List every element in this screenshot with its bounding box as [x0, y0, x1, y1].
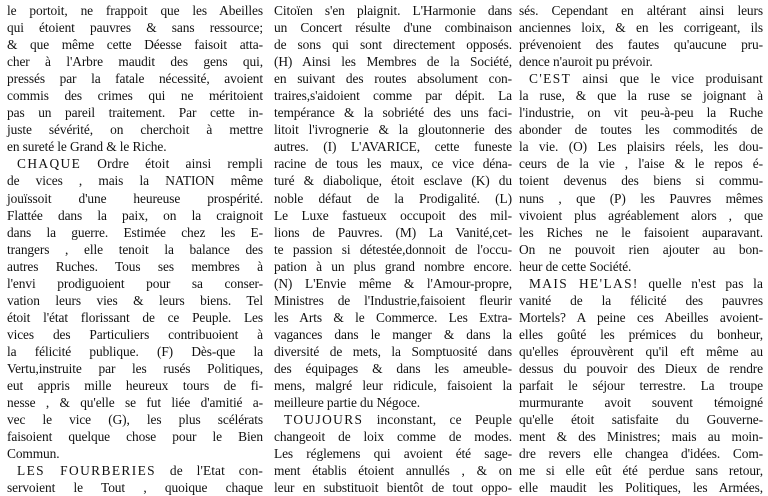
text-line: Vertu,instruite par les rusés Politiques, — [7, 360, 263, 376]
text-line: & que même cette Déesse faisoit atta- — [7, 37, 263, 53]
text-line: de sons qui sont directement opposés. — [274, 37, 512, 53]
text-line: la vie. (O) Les plaisirs réels, les dou- — [519, 139, 763, 155]
paragraph-lead-word: C'EST — [529, 71, 572, 87]
text-line: ment établis étoient annullés , & on — [274, 463, 512, 479]
text-line: sés. Cependant en altérant ainsi leurs — [519, 3, 763, 18]
text-line: vices des Particuliers contribuoient à — [7, 326, 263, 342]
text-line: diversité de mets, la Somptuosité dans — [274, 343, 512, 359]
text-column-right — [519, 2, 763, 496]
text-line: meilleure partie du Négoce. — [274, 395, 421, 411]
text-line: les Arts & le Commerce. Les Extra- — [274, 309, 512, 325]
text-line: ment & des Ministres; mais au moin- — [519, 429, 763, 445]
text-line: anciennes loix, & en les corrigeant, ils — [519, 20, 763, 36]
text-line: vec le vice (G), les plus scélérats — [7, 412, 263, 428]
text-line — [519, 70, 763, 87]
paragraph-lead-rest: de l'Etat con- — [156, 463, 263, 479]
text-line: nuns , que (P) les Pauvres mêmes — [519, 190, 763, 206]
text-line: les Riches ne le faisoient auparavant. — [519, 224, 763, 240]
text-line: l'envi prodiguoient pour sa conser- — [7, 275, 263, 291]
text-line — [7, 155, 263, 172]
text-line: me si elle eût été perdue sans retour, — [519, 463, 763, 479]
text-line: (H) Ainsi les Membres de la Société, — [274, 54, 512, 70]
text-line — [7, 462, 263, 479]
paragraph-lead-rest: ainsi que le vice produisant — [571, 71, 763, 87]
text-line: ceurs de la vie , l'aise & le repos é- — [519, 156, 763, 172]
text-line: vation leurs vies & leurs biens. Tel — [7, 292, 263, 308]
text-line: racine de tous les maux, ce vice déna- — [274, 156, 512, 172]
text-line: de vices , mais la NATION même — [7, 173, 263, 189]
text-line: mens, malgré leur ridicule, faisoient la — [274, 378, 512, 394]
text-line: toient devenus des biens si commu- — [519, 173, 763, 189]
text-line: parfait le séjour terrestre. La troupe — [519, 378, 763, 394]
text-column-left — [7, 2, 263, 496]
text-line: pressés par la fatale nécessité, avoient — [7, 71, 263, 87]
text-line: dence n'auroit pu prévoir. — [519, 54, 653, 70]
text-line: traires,s'aidoient comme par dépit. La — [274, 88, 512, 104]
text-line: vivoient plus agréablement alors , que — [519, 207, 763, 223]
text-line: Les réglemens qui avoient été sage- — [274, 446, 512, 462]
text-line: dessus du pouvoir des Dieux de rendre — [519, 360, 763, 376]
text-line: trangers , elle tenoit la balance des — [7, 241, 263, 257]
text-line — [274, 411, 512, 428]
text-line: juste sévérité, on cherchoit à mettre — [7, 122, 263, 138]
text-line: faisoient quelque chose pour le Bien — [7, 429, 263, 445]
text-line: eut appris mille heureux tours de fi- — [7, 378, 263, 394]
text-line: litoit l'ivrognerie & la gloutonnerie des — [274, 122, 512, 138]
paragraph-lead-rest: inconstant, ce Peuple — [363, 412, 512, 428]
text-line: autres. (I) L'AVARICE, cette funeste — [274, 139, 512, 155]
text-line: murmurante avoit souvent témoigné — [519, 395, 763, 411]
text-line: qu'elles éprouvèrent qu'il eft même au — [519, 343, 763, 359]
text-line: pas un pareil traitement. Par cette in- — [7, 105, 263, 121]
text-line: la ruse, & que la ruse se joignant à — [519, 88, 763, 104]
text-line: étoit l'état florissant de ce Peuple. Les — [7, 309, 263, 325]
text-line: le portoit, ne frappoit que les Abeilles — [7, 3, 263, 18]
paragraph-lead-word: LES FOURBERIES — [17, 463, 157, 479]
text-line: Mortels? A peine ces Abeilles avoient- — [519, 309, 763, 325]
text-line: dre revers elle changea d'idées. Com- — [519, 446, 763, 462]
text-line: dans la guerre. Estimée chez les E- — [7, 224, 263, 240]
text-line: Citoïen s'en plaignit. L'Harmonie dans — [274, 3, 512, 18]
text-line: prévenoient des fautes qu'aucune pru- — [519, 37, 763, 53]
text-line: autres Ruches. Tous ses membres à — [7, 258, 263, 274]
text-line: l'industrie, on vit peu-à-peu la Ruche — [519, 105, 763, 121]
text-line: noble défaut de la Prodigalité. (L) — [274, 190, 512, 206]
text-line: heur de cette Société. — [519, 258, 632, 274]
text-line: des équipages & dans les ameuble- — [274, 360, 512, 376]
text-line: te passion si détestée,donnoit de l'occu- — [274, 241, 512, 257]
paragraph-lead-rest: quelle n'est pas la — [638, 275, 763, 291]
text-line: en suivant des routes absolument con- — [274, 71, 512, 87]
text-line: elles goûté les prémices du bonheur, — [519, 326, 763, 342]
text-line: abonder de toutes les commodités de — [519, 122, 763, 138]
text-line: nesse , & qu'elle se fut liée d'amitié a- — [7, 395, 263, 411]
paragraph-lead-word: MAIS HE'LAS! — [529, 275, 639, 291]
text-line: Commun. — [7, 446, 60, 462]
text-line: vagances dans le manger & dans la — [274, 326, 512, 342]
text-line: Ministres de l'Industrie,faisoient fleurir — [274, 292, 512, 308]
text-line: changeoit de loix comme de modes. — [274, 429, 512, 445]
text-line — [519, 275, 763, 292]
text-line: tempérance & la sobriété des uns faci- — [274, 105, 512, 121]
text-line: qu'elle étoit satisfaite du Gouverne- — [519, 412, 763, 428]
text-line: commis des crimes qui ne méritoient — [7, 88, 263, 104]
text-column-middle — [274, 2, 512, 496]
text-line: la félicité publique. (F) Dès-que la — [7, 343, 263, 359]
text-line: lions de Pauvres. (M) La Vanité,cet- — [274, 224, 512, 240]
text-line: On ne pouvoit rien ajouter au bon- — [519, 241, 763, 257]
text-line: servoient le Tout , quoique chaque — [7, 480, 263, 496]
text-line: turé & diabolique, étoit esclave (K) du — [274, 173, 512, 189]
text-line: elle maudit les Politiques, les Armées, — [519, 480, 763, 496]
text-line: qui étoient pauvres & sans ressource; — [7, 20, 263, 36]
text-line: Flattée dans la paix, on la craignoit — [7, 207, 263, 223]
text-line: en sureté le Grand & le Riche. — [7, 139, 167, 155]
paragraph-lead-word: CHAQUE — [17, 156, 82, 172]
paragraph-lead-rest: Ordre étoit ainsi rempli — [81, 156, 263, 172]
text-line: vanité de la félicité des pauvres — [519, 292, 763, 308]
text-line: leur en substituoit bientôt de tout oppo- — [274, 480, 512, 496]
text-line: un Concert résulte d'une combinaison — [274, 20, 512, 36]
text-line: cher à l'Arbre maudit des gens qui, — [7, 54, 263, 70]
text-line: jouïssoit d'une heureuse prospérité. — [7, 190, 263, 206]
text-line: (N) L'Envie même & l'Amour-propre, — [274, 275, 512, 291]
text-line: Le Luxe fastueux occupoit des mil- — [274, 207, 512, 223]
paragraph-lead-word: TOUJOURS — [284, 412, 364, 428]
text-line: pation à un plus grand nombre encore. — [274, 258, 512, 274]
